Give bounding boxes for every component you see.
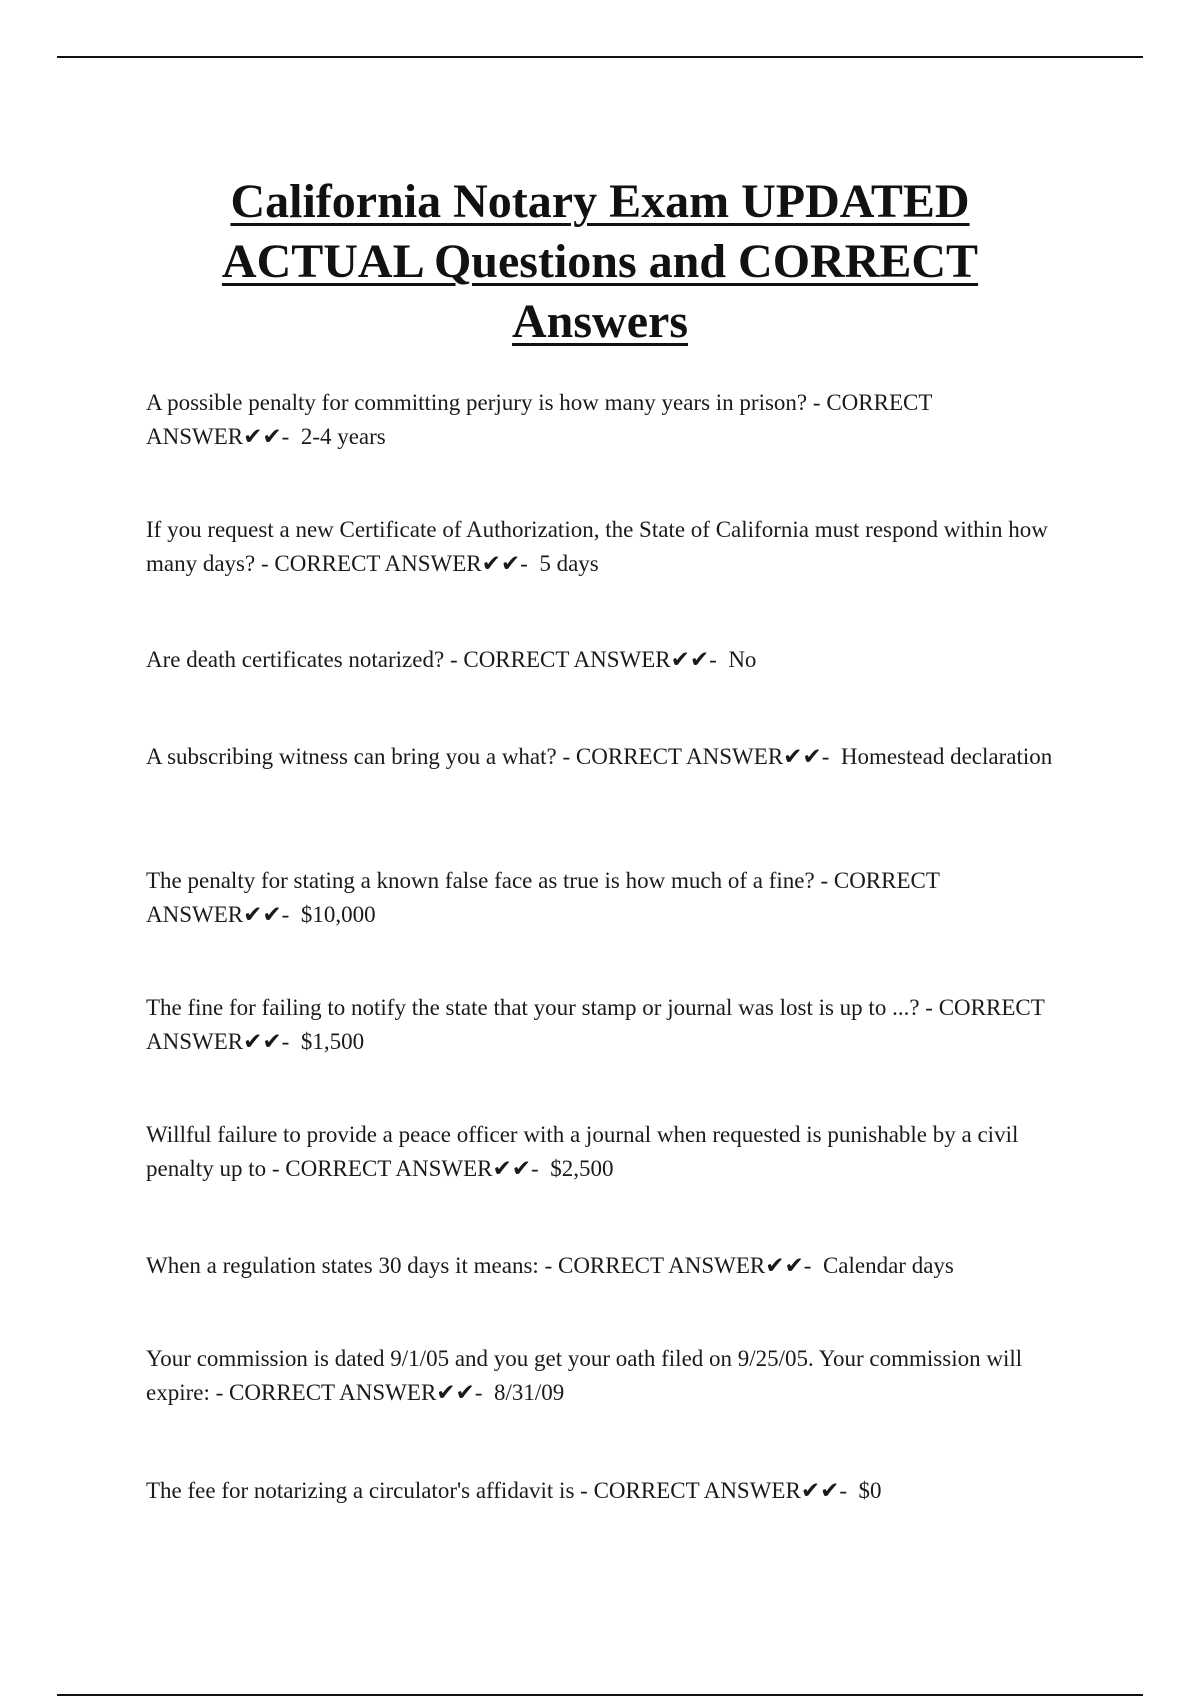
title-line-1: California Notary Exam UPDATED bbox=[230, 175, 970, 229]
title-line-2: ACTUAL Questions and CORRECT bbox=[221, 235, 979, 289]
answer-marker: CORRECT ANSWER✔✔- bbox=[146, 868, 940, 927]
answer: Calendar days bbox=[822, 1253, 954, 1278]
answer: $0 bbox=[858, 1478, 882, 1503]
answer: $1,500 bbox=[300, 1029, 365, 1054]
question: The fine for failing to notify the state that your stamp or journal was lost is up to ...? bbox=[146, 995, 920, 1020]
qa-item-3: Are death certificates notarized? - CORRECT ANSWER✔✔- No bbox=[146, 647, 757, 672]
qa-item-1: A possible penalty for committing perjury is how many years in prison? - CORRECT ANSWER✔✔- 2-4 years bbox=[146, 390, 932, 449]
qa-item-9: Your commission is dated 9/1/05 and you get your oath filed on 9/25/05. Your commission will expire: - CORRECT ANSWER✔✔- 8/31/09 bbox=[146, 1346, 1023, 1405]
question: Are death certificates notarized? bbox=[146, 647, 445, 672]
question: Your commission is dated 9/1/05 and you get your oath filed on 9/25/05. Your commission will expire: bbox=[146, 1346, 1023, 1405]
answer-marker: CORRECT ANSWER✔✔- bbox=[463, 647, 717, 672]
answer: No bbox=[728, 647, 757, 672]
answer: 2-4 years bbox=[300, 424, 386, 449]
answer: $2,500 bbox=[550, 1156, 614, 1181]
bottom-rule bbox=[57, 1694, 1143, 1696]
qa-item-4: A subscribing witness can bring you a what? - CORRECT ANSWER✔✔- Homestead declaration bbox=[146, 744, 1053, 769]
question: Willful failure to provide a peace officer with a journal when requested is punishable by a civil penalty up to bbox=[146, 1122, 1019, 1181]
answer: Homestead declaration bbox=[840, 744, 1053, 769]
title-line-3: Answers bbox=[512, 295, 688, 349]
answer-marker: CORRECT ANSWER✔✔- bbox=[557, 1253, 812, 1278]
question: A subscribing witness can bring you a what? bbox=[146, 744, 557, 769]
qa-item-10: The fee for notarizing a circulator's affidavit is - CORRECT ANSWER✔✔- $0 bbox=[146, 1478, 882, 1503]
answer-marker: CORRECT ANSWER✔✔- bbox=[285, 1156, 539, 1181]
answer-marker: CORRECT ANSWER✔✔- bbox=[146, 390, 932, 449]
answer: 5 days bbox=[539, 551, 599, 576]
qa-item-7: Willful failure to provide a peace officer with a journal when requested is punishable by a civil penalty up to - CORRECT ANSWER✔✔- $2,500 bbox=[146, 1122, 1019, 1181]
question: The penalty for stating a known false face as true is how much of a fine? bbox=[146, 868, 815, 893]
answer: $10,000 bbox=[300, 902, 376, 927]
qa-item-8: When a regulation states 30 days it means: - CORRECT ANSWER✔✔- Calendar days bbox=[146, 1253, 954, 1278]
answer-marker: CORRECT ANSWER✔✔- bbox=[274, 551, 528, 576]
question: The fee for notarizing a circulator's affidavit is bbox=[146, 1478, 575, 1503]
top-rule bbox=[57, 56, 1143, 58]
answer-marker: CORRECT ANSWER✔✔- bbox=[146, 995, 1045, 1054]
answer: 8/31/09 bbox=[493, 1380, 565, 1405]
answer-marker: CORRECT ANSWER✔✔- bbox=[575, 744, 830, 769]
question: When a regulation states 30 days it means: bbox=[146, 1253, 539, 1278]
question: If you request a new Certificate of Authorization, the State of California must respond within how many days? bbox=[146, 517, 1048, 576]
qa-item-6: The fine for failing to notify the state that your stamp or journal was lost is up to ...? - CORRECT ANSWER✔✔- $1,500 bbox=[146, 995, 1045, 1054]
answer-marker: CORRECT ANSWER✔✔- bbox=[593, 1478, 848, 1503]
qa-item-5: The penalty for stating a known false face as true is how much of a fine? - CORRECT ANSWER✔✔- $10,000 bbox=[146, 868, 940, 927]
document-title bbox=[150, 172, 1050, 352]
qa-item-2: If you request a new Certificate of Authorization, the State of California must respond within how many days? - CORRECT ANSWER✔✔- 5 days bbox=[146, 517, 1048, 576]
answer-marker: CORRECT ANSWER✔✔- bbox=[229, 1380, 483, 1405]
question: A possible penalty for committing perjury is how many years in prison? bbox=[146, 390, 808, 415]
